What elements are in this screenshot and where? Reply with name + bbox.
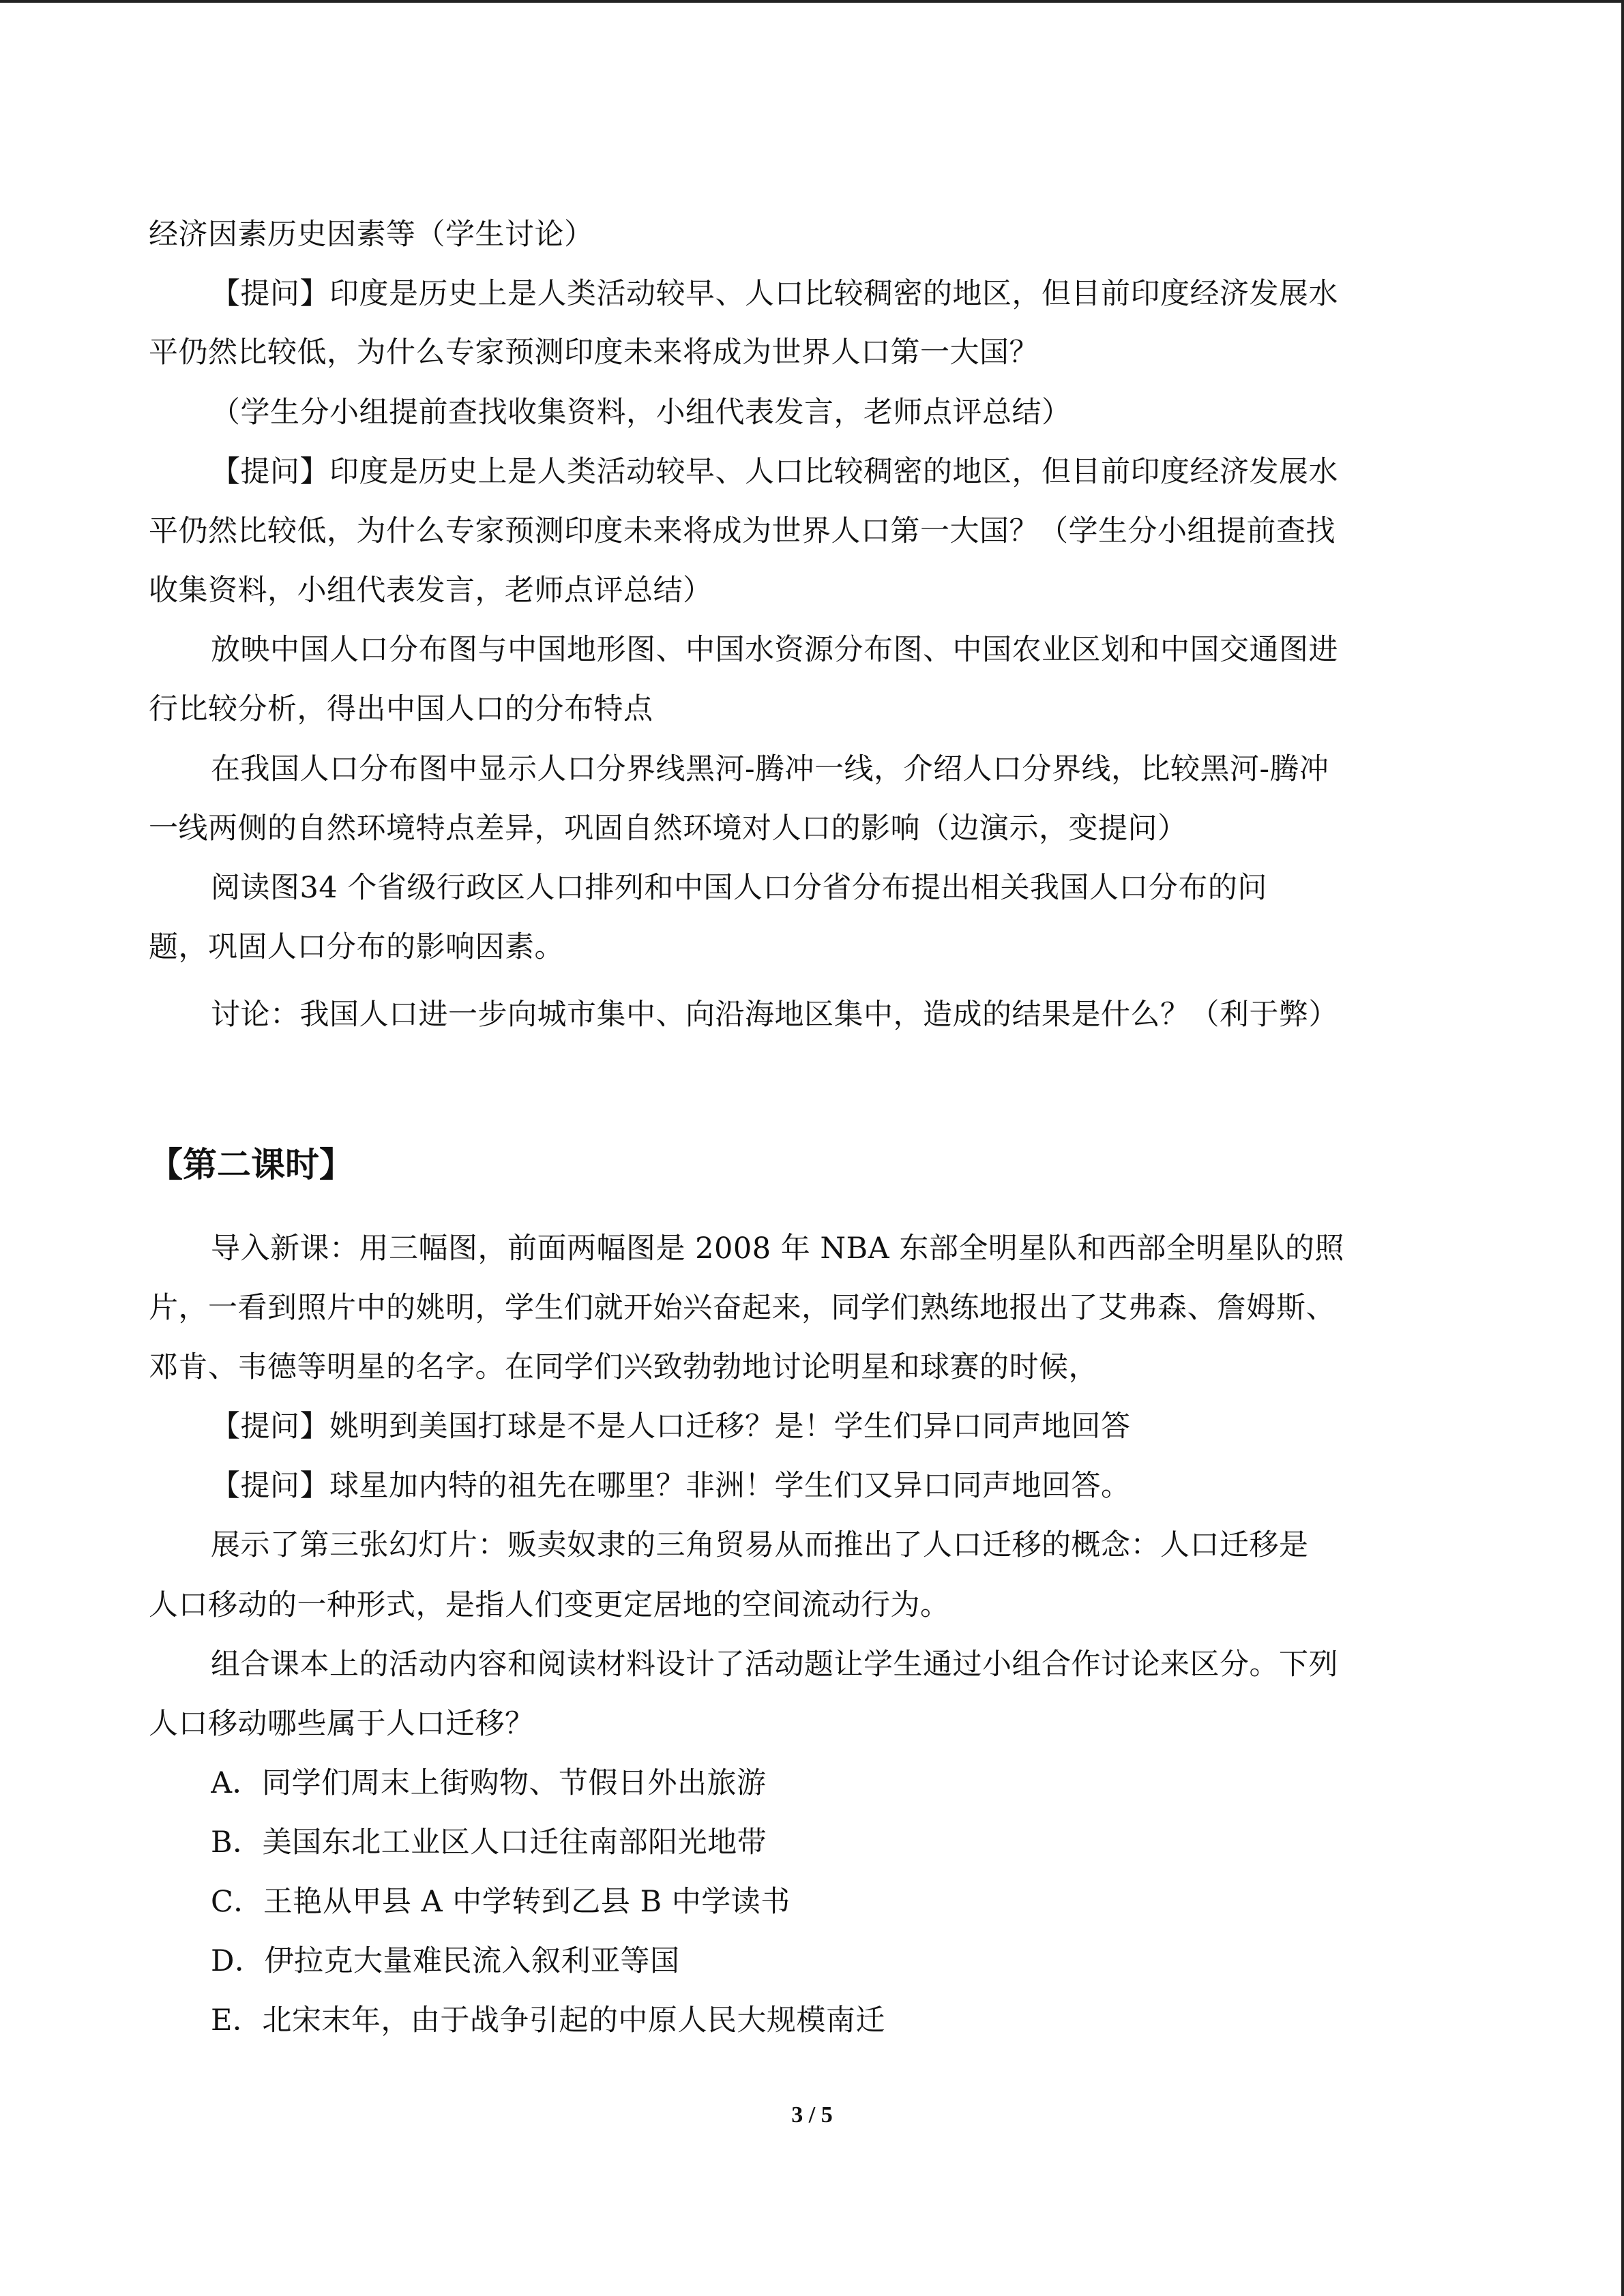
- page-border-right: [1621, 0, 1624, 2296]
- list-item: E．北宋末年，由于战争引起的中原人民大规模南迁: [211, 2003, 885, 2038]
- paragraph-line: 放映中国人口分布图与中国地形图、中国水资源分布图、中国农业区划和中国交通图进: [211, 633, 1338, 667]
- list-item: B．美国东北工业区人口迁往南部阳光地带: [211, 1825, 767, 1860]
- paragraph-line: 片，一看到照片中的姚明，学生们就开始兴奋起来，同学们熟练地报出了艾弗森、詹姆斯、: [149, 1291, 1335, 1325]
- paragraph-line: 【提问】印度是历史上是人类活动较早、人口比较稠密的地区，但目前印度经济发展水: [211, 455, 1338, 489]
- list-item: C．王艳从甲县 A 中学转到乙县 B 中学读书: [211, 1885, 791, 1919]
- paragraph-line: 阅读图34 个省级行政区人口排列和中国人口分省分布提出相关我国人口分布的问: [211, 871, 1267, 905]
- paragraph-line: 人口移动的一种形式，是指人们变更定居地的空间流动行为。: [149, 1588, 950, 1622]
- page-border-top: [0, 0, 1624, 3]
- paragraph-line: 【提问】球星加内特的祖先在哪里？非洲！学生们又异口同声地回答。: [211, 1469, 1131, 1503]
- paragraph-line: 在我国人口分布图中显示人口分界线黑河-腾冲一线，介绍人口分界线，比较黑河-腾冲: [211, 752, 1329, 786]
- paragraph-line: 行比较分析，得出中国人口的分布特点: [149, 692, 653, 726]
- paragraph-line: 邓肯、韦德等明星的名字。在同学们兴致勃勃地讨论明星和球赛的时候，: [149, 1350, 1098, 1384]
- paragraph-line: 展示了第三张幻灯片：贩卖奴隶的三角贸易从而推出了人口迁移的概念：人口迁移是: [211, 1528, 1309, 1562]
- paragraph-line: 经济因素历史因素等（学生讨论）: [149, 218, 594, 252]
- paragraph-line: 人口移动哪些属于人口迁移？: [149, 1707, 535, 1741]
- paragraph-line: 【提问】姚明到美国打球是不是人口迁移？是！学生们异口同声地回答: [211, 1410, 1131, 1444]
- paragraph-line: 组合课本上的活动内容和阅读材料设计了活动题让学生通过小组合作讨论来区分。下列: [211, 1648, 1338, 1682]
- paragraph-line: 讨论：我国人口进一步向城市集中、向沿海地区集中，造成的结果是什么？（利于弊）: [211, 998, 1338, 1032]
- section-heading: 【第二课时】: [149, 1145, 353, 1184]
- paragraph-line: 【提问】印度是历史上是人类活动较早、人口比较稠密的地区，但目前印度经济发展水: [211, 277, 1338, 311]
- paragraph-line: 平仍然比较低，为什么专家预测印度未来将成为世界人口第一大国？: [149, 336, 1039, 370]
- paragraph-line: （学生分小组提前查找收集资料，小组代表发言，老师点评总结）: [211, 396, 1072, 430]
- paragraph-line: 题，巩固人口分布的影响因素。: [149, 930, 564, 964]
- list-item: D．伊拉克大量难民流入叙利亚等国: [211, 1944, 680, 1978]
- paragraph-line: 平仍然比较低，为什么专家预测印度未来将成为世界人口第一大国？（学生分小组提前查找: [149, 514, 1335, 548]
- list-item: A．同学们周末上街购物、节假日外出旅游: [211, 1766, 767, 1800]
- paragraph-line: 导入新课：用三幅图，前面两幅图是 2008 年 NBA 东部全明星队和西部全明星队的照: [211, 1232, 1344, 1266]
- paragraph-line: 一线两侧的自然环境特点差异，巩固自然环境对人口的影响（边演示，变提问）: [149, 811, 1187, 846]
- paragraph-line: 收集资料，小组代表发言，老师点评总结）: [149, 573, 713, 608]
- page-number: 3 / 5: [791, 2102, 833, 2128]
